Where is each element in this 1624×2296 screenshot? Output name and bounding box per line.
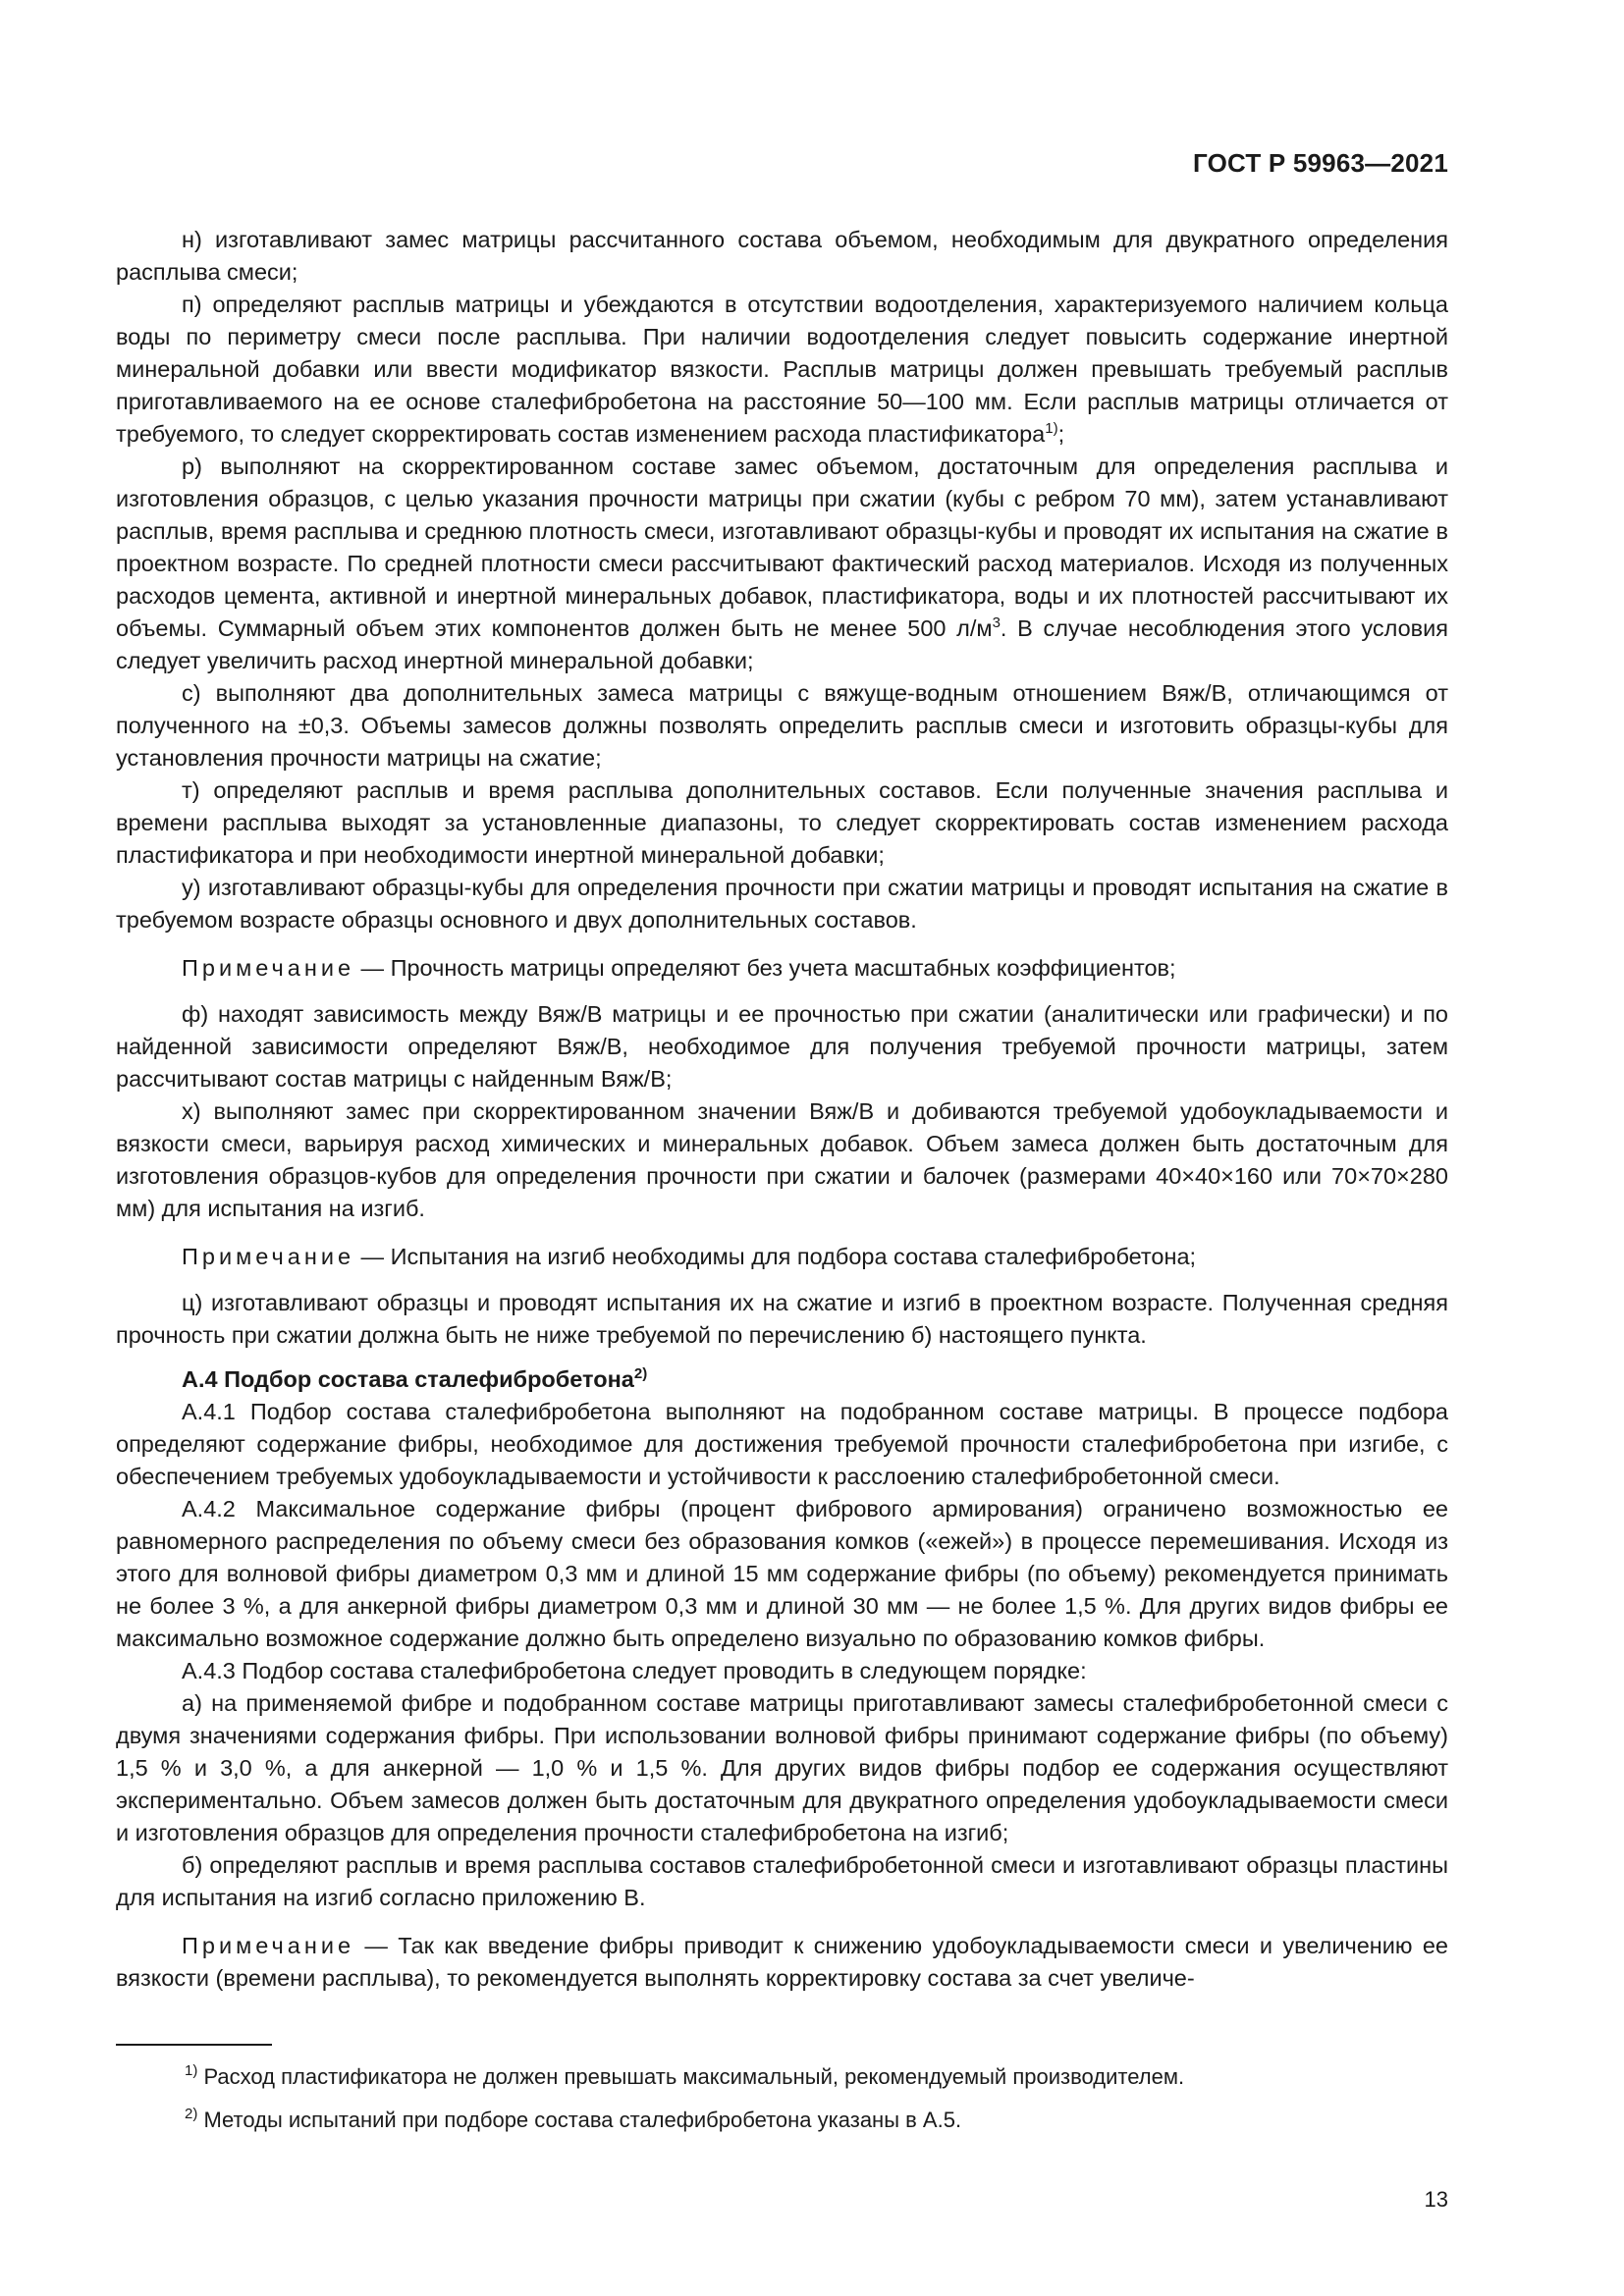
item-t: т) определяют расплыв и время расплыва дополнительных составов. Если полученные значения расплыва и времени расплыва выходят за установленные диапазоны, то следует скорректировать состав изменением расхода пластификатора и при необходимости инертной минеральной добавки; xyxy=(116,777,1448,868)
item-u: у) изготавливают образцы-кубы для определения прочности при сжатии матрицы и проводят испытания на сжатие в требуемом возрасте образцы основного и двух дополнительных составов. xyxy=(116,875,1448,933)
document-page xyxy=(116,0,1448,2296)
clause-a43-b: б) определяют расплыв и время расплыва составов сталефибробетонной смеси и изготавливают образцы пластины для испытания на изгиб согласно приложению В. xyxy=(116,1852,1448,1910)
clause-a41: А.4.1 Подбор состава сталефибробетона выполняют на подобранном составе матрицы. В процессе подбора определяют содержание фибры, необходимое для достижения требуемой прочности сталефибробетона при изгибе, с обеспечением требуемых удобоукладываемости и устойчивости к расслоению сталефибробетонной смеси. xyxy=(116,1399,1448,1489)
item-r: р) выполняют на скорректированном составе замес объемом, достаточным для определения расплыва и изготовления образцов, с целью указания прочности матрицы при сжатии (кубы с ребром 70 мм), затем устанавливают расплыв, время расплыва и среднюю плотность смеси, изготавливают образцы-кубы и проводят их испытания на сжатие в проектном возрасте. По средней плотности смеси рассчитывают фактический расход материалов. Исходя из полученных расходов цемента, активной и инертной минеральных добавок, пластификатора, воды и их плотностей рассчитывают их объемы. Суммарный объем этих компонентов должен быть не менее 500 $л/м^3$. В случае несоблюдения этого условия следует увеличить расход инертной минеральной добавки; xyxy=(116,454,1449,673)
footnote-ref-1: 1) xyxy=(1045,420,1058,437)
footnote: $^{1)}$ Расход пластификатора не должен превышать максимальный, рекомендуемый производителем. xyxy=(185,2062,1185,2089)
superscript-3: 3 xyxy=(992,614,1001,631)
note-1: Примечание — Прочность матрицы определяют без учета масштабных коэффициентов; xyxy=(182,955,1176,981)
note-3: Примечание — Так как введение фибры приводит к снижению удобоукладываемости смеси и увеличению ее вязкости (времени расплыва), то рекомендуется выполнять корректировку состава за счет увеличе- xyxy=(116,1933,1448,1991)
note-label: Примечание xyxy=(182,1244,355,1269)
footnote: $^{2)}$ Методы испытаний при подборе состава сталефибробетона указаны в А.5. xyxy=(185,2106,962,2132)
clause-a43: А.4.3 Подбор состава сталефибробетона следует проводить в следующем порядке: xyxy=(182,1658,1087,1683)
footnote-mark: 2) xyxy=(185,2106,198,2122)
footnotes xyxy=(116,2056,1448,2142)
item-h: х) выполняют замес при скорректированном значении Вяж/В и добиваются требуемой удобоукладываемости и вязкости смеси, варьируя расход химических и минеральных добавок. Объем замеса должен быть достаточным для изготовления образцов-кубов для определения прочности при сжатии и балочек (размерами 40×40×160 или 70×70×280 мм) для испытания на изгиб. xyxy=(116,1098,1448,1221)
clause-a43-a: а) на применяемой фибре и подобранном составе матрицы приготавливают замесы сталефибробетонной смеси с двумя значениями содержания фибры. При использовании волновой фибры принимают содержание фибры (по объему) 1,5 % и 3,0 %, а для анкерной — 1,0 % и 1,5 %. Для других видов фибры подбор ее содержания осуществляют экспериментально. Объем замесов должен быть достаточным для двукратного определения удобоукладываемости смеси и изготовления образцов для определения прочности сталефибробетона на изгиб; xyxy=(116,1690,1448,1845)
footnote-separator xyxy=(116,2044,272,2046)
item-f: ф) находят зависимость между Вяж/В матрицы и ее прочностью при сжатии (аналитически или графически) и по найденной зависимости определяют Вяж/В, необходимое для получения требуемой прочности матрицы, затем рассчитывают состав матрицы с найденным Вяж/В; xyxy=(116,1001,1448,1092)
document-code: ГОСТ Р 59963—2021 xyxy=(1193,148,1448,178)
page-number: 13 xyxy=(1424,2187,1448,2212)
note-label: Примечание xyxy=(182,1933,355,1958)
section-heading: А.4 Подбор состава сталефибробетона$^{2)}$ xyxy=(182,1365,648,1392)
note-label: Примечание xyxy=(182,955,355,981)
note-2: Примечание — Испытания на изгиб необходимы для подбора состава сталефибробетона; xyxy=(182,1244,1197,1269)
item-p: п) определяют расплыв матрицы и убеждаются в отсутствии водоотделения, характеризуемого наличием кольца воды по периметру смеси после расплыва. При наличии водоотделения следует повысить содержание инертной минеральной добавки или ввести модификатор вязкости. Расплыв матрицы должен превышать требуемый расплыв приготавливаемого на ее основе сталефибробетона на расстояние 50—100 мм. Если расплыв матрицы отличается от требуемого, то следует скорректировать состав изменением расхода пластификатора$^{1)}$; xyxy=(116,292,1448,447)
document-body xyxy=(116,224,1448,2008)
item-c: ц) изготавливают образцы и проводят испытания их на сжатие и изгиб в проектном возрасте. Полученная средняя прочность при сжатии должна быть не ниже требуемой по перечислению б) настоящего пункта. xyxy=(116,1290,1448,1348)
clause-a42: А.4.2 Максимальное содержание фибры (процент фибрового армирования) ограничено возможностью ее равномерного распределения по объему смеси без образования комков («ежей») в процессе перемешивания. Исходя из этого для волновой фибры диаметром 0,3 мм и длиной 15 мм содержание фибры (по объему) рекомендуется принимать не более 3 %, а для анкерной фибры диаметром 0,3 мм и длиной 30 мм — не более 1,5 %. Для других видов фибры ее максимально возможное содержание должно быть определено визуально по образованию комков фибры. xyxy=(116,1496,1448,1651)
item-s: с) выполняют два дополнительных замеса матрицы с вяжуще-водным отношением Вяж/В, отличающимся от полученного на ±0,3. Объемы замесов должны позволять определить расплыв смеси и изготовить образцы-кубы для установления прочности матрицы на сжатие; xyxy=(116,680,1448,771)
item-n: н) изготавливают замес матрицы рассчитанного состава объемом, необходимым для двукратного определения расплыва смеси; xyxy=(116,227,1448,285)
footnote-ref-2: 2) xyxy=(633,1365,648,1382)
footnote-mark: 1) xyxy=(185,2062,198,2079)
